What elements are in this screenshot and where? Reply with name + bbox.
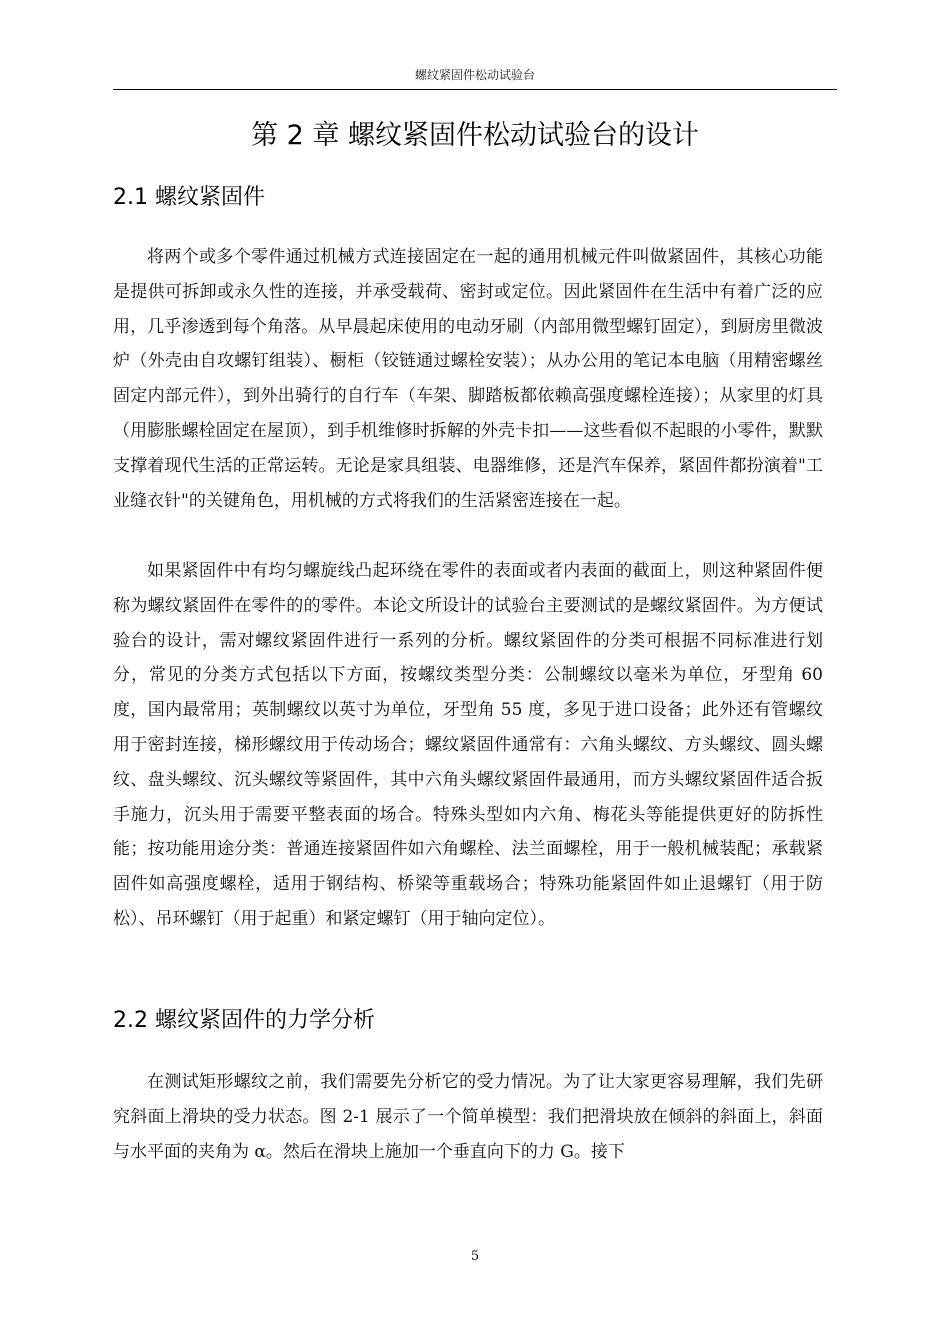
page-number: 5 xyxy=(470,1249,480,1264)
chapter-title: 第 2 章 螺纹紧固件松动试验台的设计 xyxy=(251,120,699,151)
section-heading-2-2: 2.2 螺纹紧固件的力学分析 xyxy=(113,1008,375,1033)
paragraph: 如果紧固件中有均匀螺旋线凸起环绕在零件的表面或者内表面的截面上，则这种紧固件便称为螺纹紧固件在零件的的零件。本论文所设计的试验台主要测试的是螺纹紧固件。为方便试验台的设计，需对螺纹紧固件进行一系列的分析。螺纹紧固件的分类可根据不同标准进行划分，常见的分类方式包括以下方面，按螺纹类型分类：公制螺纹以毫米为单位，牙型角 60 度，国内最常用；英制螺纹以英寸为单位，牙型角 55 度，多见于进口设备；此外还有管螺纹用于密封连接，梯形螺纹用于传动场合；螺纹紧固件通常有：六角头螺纹、方头螺纹、圆头螺纹、盘头螺纹、沉头螺纹等紧固件，其中六角头螺纹紧固件最通用，而方头螺纹紧固件适合扳手施力，沉头用于需要平整表面的场合。特殊头型如内六角、梅花头等能提供更好的防拆性能；按功能用途分类：普通连接紧固件如六角螺栓、法兰面螺栓，用于一般机械装配；承载紧固件如高强度螺栓，适用于钢结构、桥梁等重载场合；特殊功能紧固件如止退螺钉（用于防松）、吊环螺钉（用于起重）和紧定螺钉（用于轴向定位）。 xyxy=(113,561,823,929)
section-heading-2-1: 2.1 螺纹紧固件 xyxy=(113,185,265,210)
paragraph: 将两个或多个零件通过机械方式连接固定在一起的通用机械元件叫做紧固件，其核心功能是提供可拆卸或永久性的连接，并承受载荷、密封或定位。因此紧固件在生活中有着广泛的应用，几乎渗透到每个角落。从早晨起床使用的电动牙刷（内部用微型螺钉固定），到厨房里微波炉（外壳由自攻螺钉组装）、橱柜（铰链通过螺栓安装）；从办公用的笔记本电脑（用精密螺丝固定内部元件），到外出骑行的自行车（车架、脚踏板都依赖高强度螺栓连接）；从家里的灯具（用膨胀螺栓固定在屋顶），到手机维修时拆解的外壳卡扣——这些看似不起眼的小零件，默默支撑着现代生活的正常运转。无论是家具组装、电器维修，还是汽车保养，紧固件都扮演着"工业缝衣针"的关键角色，用机械的方式将我们的生活紧密连接在一起。 xyxy=(113,247,823,511)
paragraph: 在测试矩形螺纹之前，我们需要先分析它的受力情况。为了让大家更容易理解，我们先研究斜面上滑块的受力状态。图 2-1 展示了一个简单模型：我们把滑块放在倾斜的斜面上，斜面与水平面的夹角为 α。然后在滑块上施加一个垂直向下的力 G。接下 xyxy=(113,1072,823,1162)
running-header: 螺纹紧固件松动试验台 xyxy=(113,66,837,90)
